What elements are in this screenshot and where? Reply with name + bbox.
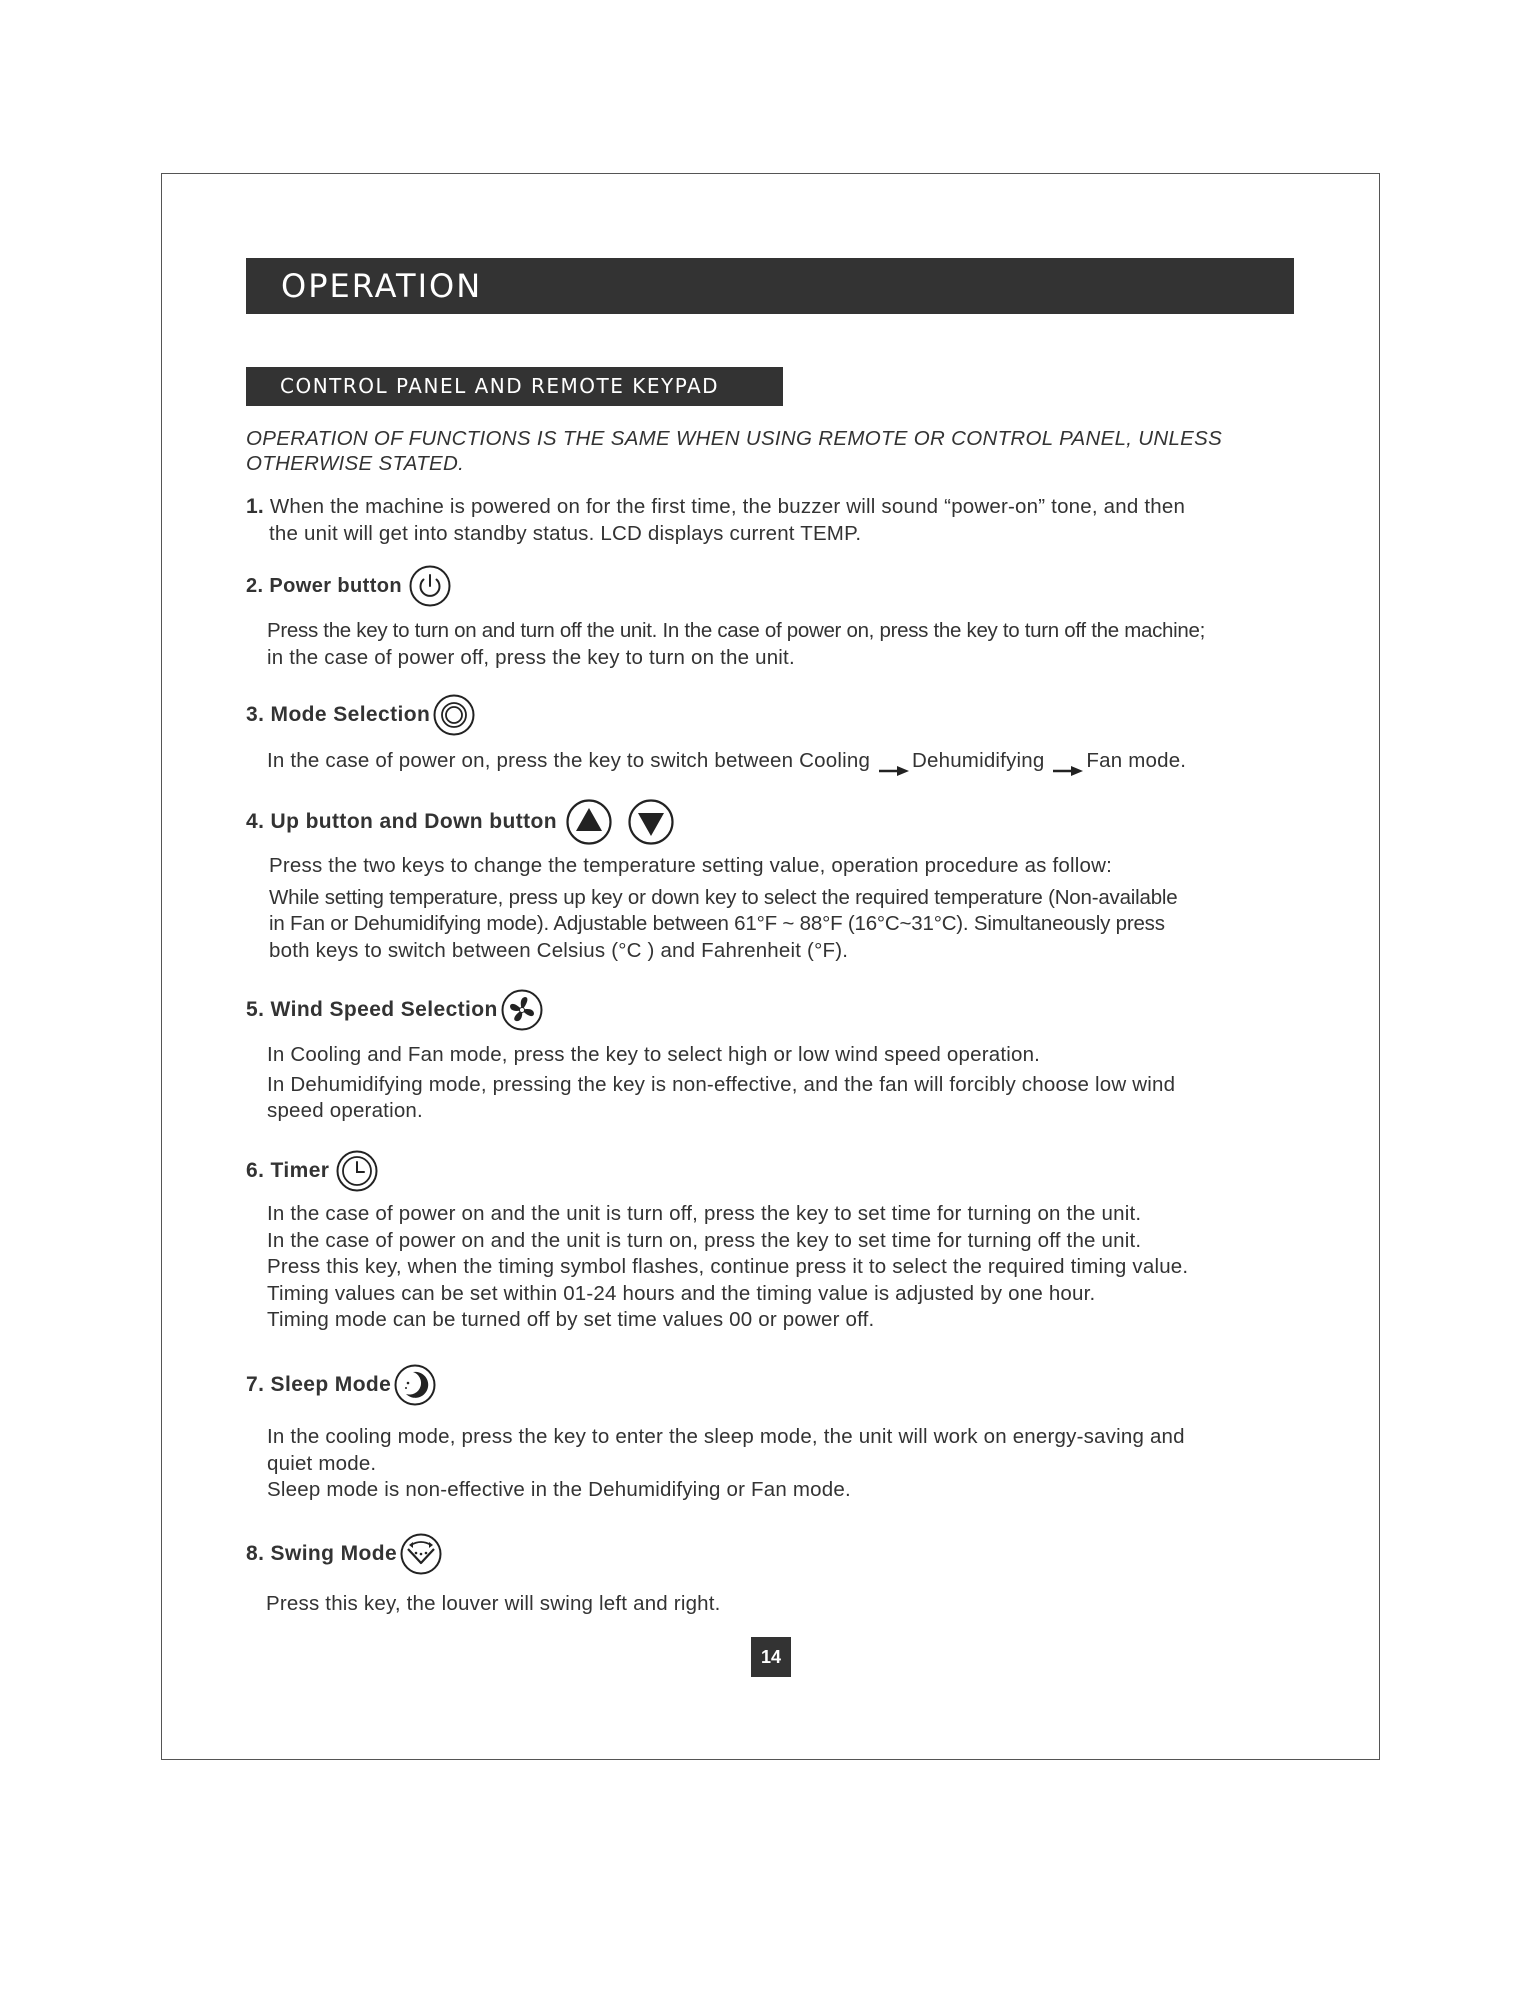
timer-text xyxy=(267,1201,1188,1334)
power-line-2: in the case of power off, press the key to turn on the unit. xyxy=(267,645,795,669)
mode-selection-heading-text: 3. Mode Selection xyxy=(246,703,431,726)
timer-line-4: Timing values can be set within 01-24 hours and the timing value is adjusted by one hour. xyxy=(267,1281,1096,1305)
clock-icon xyxy=(335,1149,379,1193)
item-1-line-1: When the machine is powered on for the first time, the buzzer will sound “power-on” tone, and then xyxy=(269,495,1186,518)
sleep-line-1: In the cooling mode, press the key to enter the sleep mode, the unit will work on energy-saving and xyxy=(267,1425,1185,1448)
timer-heading xyxy=(246,1149,379,1193)
timer-line-5: Timing mode can be turned off by set time values 00 or power off. xyxy=(267,1308,875,1331)
wind-speed-text xyxy=(267,1042,1175,1125)
item-1-line-2: the unit will get into standby status. LCD displays current TEMP. xyxy=(269,521,862,545)
item-1-number: 1. xyxy=(246,495,264,518)
timer-line-3: Press this key, when the timing symbol flashes, continue press it to select the required timing value. xyxy=(267,1255,1189,1278)
sleep-mode-text xyxy=(267,1424,1185,1504)
swing-mode-heading xyxy=(246,1532,443,1576)
timer-line-2: In the case of power on and the unit is turn on, press the key to set time for turning off the unit. xyxy=(267,1228,1142,1252)
section-title: OPERATION xyxy=(246,258,1294,314)
mode-icon xyxy=(432,693,476,737)
arrow-right-icon xyxy=(879,757,909,767)
up-triangle-icon xyxy=(565,798,613,846)
sleep-mode-heading-text: 7. Sleep Mode xyxy=(246,1373,392,1396)
mode-selection-text xyxy=(267,748,1186,775)
mode-fan: Fan mode. xyxy=(1086,749,1187,772)
down-triangle-icon xyxy=(627,798,675,846)
mode-dehumidifying: Dehumidifying xyxy=(911,749,1045,772)
sleep-line-3: Sleep mode is non-effective in the Dehumidifying or Fan mode. xyxy=(267,1478,851,1501)
sleep-mode-heading xyxy=(246,1363,437,1407)
up-down-text xyxy=(269,853,1177,964)
intro-note: OPERATION OF FUNCTIONS IS THE SAME WHEN USING REMOTE OR CONTROL PANEL, UNLESS OTHERWISE STATED. xyxy=(246,427,1223,475)
timer-heading-text: 6. Timer xyxy=(246,1159,330,1182)
page-number: 14 xyxy=(751,1637,791,1677)
up-down-heading xyxy=(246,798,675,846)
arrow-right-icon xyxy=(1053,757,1083,767)
up-down-line-1: Press the two keys to change the temperature setting value, operation procedure as follow: xyxy=(269,854,1113,877)
wind-line-1: In Cooling and Fan mode, press the key to select high or low wind speed operation. xyxy=(267,1043,1041,1066)
up-down-line-4: both keys to switch between Celsius (°C ) and Fahrenheit (°F). xyxy=(269,938,849,962)
fan-icon xyxy=(500,988,544,1032)
swing-line-1: Press this key, the louver will swing left and right. xyxy=(266,1592,721,1615)
moon-icon xyxy=(393,1363,437,1407)
power-button-heading-text: 2. Power button xyxy=(246,574,402,597)
swing-mode-heading-text: 8. Swing Mode xyxy=(246,1542,398,1565)
swing-icon xyxy=(399,1532,443,1576)
wind-speed-heading xyxy=(246,988,544,1032)
mode-selection-heading xyxy=(246,693,476,737)
sleep-line-2: quiet mode. xyxy=(267,1451,377,1475)
swing-mode-text xyxy=(266,1591,721,1618)
item-1 xyxy=(246,494,1185,547)
up-down-heading-text: 4. Up button and Down button xyxy=(246,810,557,833)
section-subtitle: CONTROL PANEL AND REMOTE KEYPAD xyxy=(246,367,783,406)
wind-line-3: speed operation. xyxy=(267,1099,423,1122)
timer-line-1: In the case of power on and the unit is turn off, press the key to set time for turning on the unit. xyxy=(267,1202,1142,1225)
page-frame xyxy=(161,173,1380,1760)
power-icon xyxy=(408,564,452,608)
wind-speed-heading-text: 5. Wind Speed Selection xyxy=(246,998,498,1021)
up-down-line-2: While setting temperature, press up key or down key to select the required temperature (Non-available xyxy=(269,885,1178,909)
power-button-heading xyxy=(246,564,452,608)
wind-line-2: In Dehumidifying mode, pressing the key is non-effective, and the fan will forcibly choose low wind xyxy=(267,1072,1176,1096)
mode-line-start: In the case of power on, press the key to switch between Cooling xyxy=(267,749,871,772)
power-button-text xyxy=(267,618,1205,671)
power-line-1: Press the key to turn on and turn off the unit. In the case of power on, press the key to turn off the machine; xyxy=(267,619,1205,642)
up-down-line-3: in Fan or Dehumidifying mode). Adjustable between 61°F ~ 88°F (16°C~31°C). Simultaneously press xyxy=(269,912,1165,935)
